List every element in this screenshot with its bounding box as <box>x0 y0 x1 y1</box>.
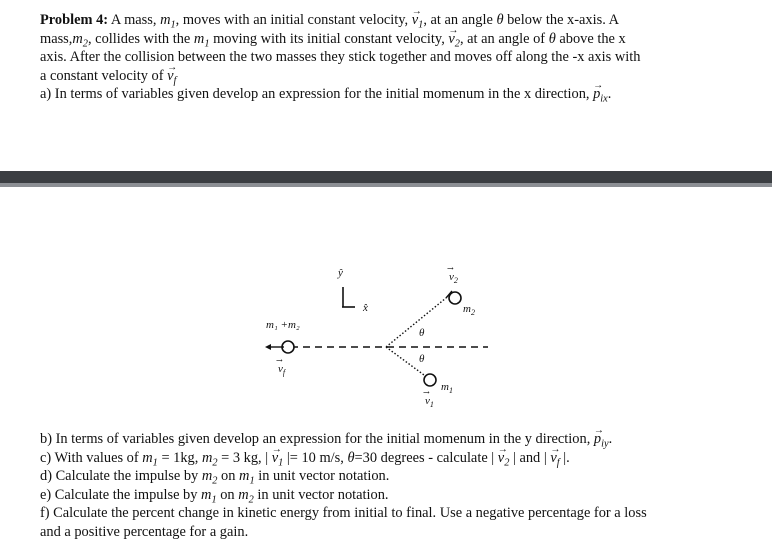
text-run: in unit vector notation. <box>254 468 390 484</box>
math-symbol <box>549 31 556 47</box>
math-symbol <box>160 12 176 31</box>
symbol-subscript: 2 <box>454 38 460 50</box>
math-symbol <box>142 449 158 469</box>
symbol-subscript: f <box>173 75 177 87</box>
vector-symbol <box>411 12 424 31</box>
symbol-letter: → v <box>412 11 418 30</box>
text-run: on <box>216 486 239 503</box>
symbol-letter: → v <box>167 67 173 86</box>
text-run: = 3 kg, | <box>217 449 272 466</box>
text-run: below the x-axis. A <box>503 12 620 28</box>
part-d <box>40 467 740 486</box>
text-run: , at an angle of <box>459 30 549 47</box>
symbol-letter: m <box>193 30 205 47</box>
text-run: d) Calculate the impulse by <box>40 468 202 484</box>
vector-symbol <box>167 67 177 87</box>
section-divider-shadow <box>0 183 772 187</box>
text-run: and a positive percentage for a gain. <box>40 523 249 540</box>
vf-sub: f <box>282 368 286 377</box>
math-symbol <box>201 486 217 506</box>
symbol-letter: m <box>239 468 250 484</box>
symbol-subscript: 2 <box>82 38 88 50</box>
text-run: b) In terms of variables given develop an expression for the initial momenum in the y direction, <box>40 431 594 447</box>
part-b <box>40 430 740 449</box>
theta-upper-label: θ <box>419 327 425 339</box>
math-symbol <box>347 450 354 466</box>
math-symbol <box>193 30 210 50</box>
symbol-subscript: f <box>556 457 560 469</box>
part-a <box>40 85 740 104</box>
math-symbol <box>72 30 88 50</box>
vf-label <box>278 363 287 377</box>
part-c <box>40 449 740 468</box>
symbol-letter: → v <box>550 449 556 468</box>
m2-letter: m <box>463 303 471 315</box>
part-f <box>40 504 740 523</box>
text-run: a constant velocity of <box>40 67 168 84</box>
mass-1-circle <box>424 374 436 386</box>
text-run: moving with its initial constant velocity, <box>209 30 449 47</box>
vector-symbol <box>271 449 284 469</box>
symbol-subscript: 2 <box>248 494 254 506</box>
v2-arrow-icon: → <box>447 264 454 273</box>
part-e <box>40 486 740 505</box>
text-run: , moves with an initial constant velocity, <box>175 12 412 28</box>
x-hat-label: x̂ <box>363 302 368 314</box>
symbol-letter: → p <box>594 430 601 449</box>
m1-label <box>441 381 453 395</box>
m1-sub: 1 <box>448 386 453 395</box>
problem-line-2 <box>40 30 740 49</box>
y-hat-label: ŷ <box>338 267 343 279</box>
symbol-letter: m <box>201 468 213 484</box>
text-run: a) In terms of variables given develop an expression for the initial momenum in the x direction, <box>40 86 594 102</box>
symbol-letter: → p <box>593 85 600 104</box>
problem-line-1 <box>40 11 740 30</box>
symbol-letter: θ <box>496 12 504 28</box>
text-run: c) With values of <box>40 449 143 466</box>
math-symbol <box>238 486 254 506</box>
problem-statement <box>40 11 740 104</box>
symbol-letter: → v <box>272 449 278 468</box>
text-run: =30 degrees - calculate | <box>354 449 498 466</box>
symbol-subscript: 1 <box>152 457 158 469</box>
v2-letter: v <box>449 271 454 283</box>
symbol-subscript: 2 <box>504 457 510 469</box>
symbol-letter: θ <box>347 449 355 466</box>
m2-label <box>463 303 475 317</box>
text-run: mass, <box>40 30 73 47</box>
symbol-subscript: 1 <box>211 494 217 506</box>
symbol-subscript: ix <box>600 93 608 105</box>
text-run: = 1kg, <box>157 449 202 466</box>
symbol-subscript: 1 <box>418 19 424 31</box>
symbol-letter: m <box>72 30 83 47</box>
symbol-letter: m <box>238 486 249 503</box>
vf-arrow-icon: → <box>276 356 283 365</box>
vector-symbol <box>497 449 510 469</box>
problem-line-3 <box>40 48 740 67</box>
text-run: on <box>217 468 240 484</box>
vector-symbol <box>593 86 608 105</box>
question-parts <box>40 430 740 541</box>
v2-label <box>449 271 458 285</box>
text-run: in unit vector notation. <box>253 486 389 503</box>
text-run: . <box>608 431 613 447</box>
math-symbol <box>201 449 218 469</box>
text-run: . <box>607 86 612 102</box>
text-run: |= 10 m/s, <box>283 449 348 466</box>
symbol-letter: → v <box>498 449 504 468</box>
part-f-continued <box>40 523 740 542</box>
text-run: A mass, <box>108 12 161 28</box>
text-run: , at an angle <box>423 12 497 28</box>
theta-lower-label: θ <box>419 353 425 365</box>
symbol-letter: m <box>201 486 212 503</box>
symbol-subscript: 2 <box>212 475 218 487</box>
symbol-subscript: 1 <box>204 38 210 50</box>
problem-heading: Problem 4: <box>40 12 109 28</box>
v2-sub: 2 <box>453 276 458 285</box>
v1-letter: v <box>425 395 430 407</box>
symbol-letter: m <box>201 449 213 466</box>
text-run: | and | <box>509 449 551 466</box>
symbol-letter: m <box>160 12 171 28</box>
symbol-subscript: iy <box>601 438 609 450</box>
symbol-letter: θ <box>548 30 556 47</box>
math-symbol <box>201 468 218 487</box>
v1-arrow-icon: → <box>423 388 430 397</box>
axes-icon <box>342 287 355 307</box>
text-run: axis. After the collision between the two masses they stick together and moves off along the -x axis with <box>40 49 641 65</box>
m2-sub: 2 <box>470 308 475 317</box>
text-run: |. <box>559 449 570 466</box>
m1-letter: m <box>441 381 449 393</box>
text-run: e) Calculate the impulse by <box>40 486 202 503</box>
symbol-letter: m <box>142 449 153 466</box>
vector-symbol <box>448 30 460 50</box>
v1-label <box>425 395 434 409</box>
section-divider <box>0 171 772 183</box>
problem-line-4 <box>40 67 740 86</box>
collision-diagram <box>0 190 772 425</box>
symbol-letter: → v <box>448 30 454 49</box>
symbol-subscript: 2 <box>212 457 218 469</box>
vf-arrow-head-icon <box>265 344 271 350</box>
text-run: above the x <box>555 30 626 47</box>
symbol-subscript: 1 <box>278 457 284 469</box>
combined-mass-label: m₁ +m₂ <box>266 319 300 331</box>
vector-symbol <box>593 431 609 450</box>
symbol-subscript: 1 <box>249 475 255 487</box>
symbol-subscript: 1 <box>170 19 176 31</box>
vector-symbol <box>550 449 560 469</box>
math-symbol <box>239 468 255 487</box>
math-symbol <box>496 12 503 28</box>
v2-dotted-path <box>386 298 446 347</box>
text-run: f) Calculate the percent change in kinetic energy from initial to final. Use a negative percentage for a loss <box>40 505 647 521</box>
mass-2-circle <box>449 292 461 304</box>
text-run: , collides with the <box>87 30 194 47</box>
vf-letter: v <box>278 363 283 375</box>
v1-sub: 1 <box>429 400 434 409</box>
